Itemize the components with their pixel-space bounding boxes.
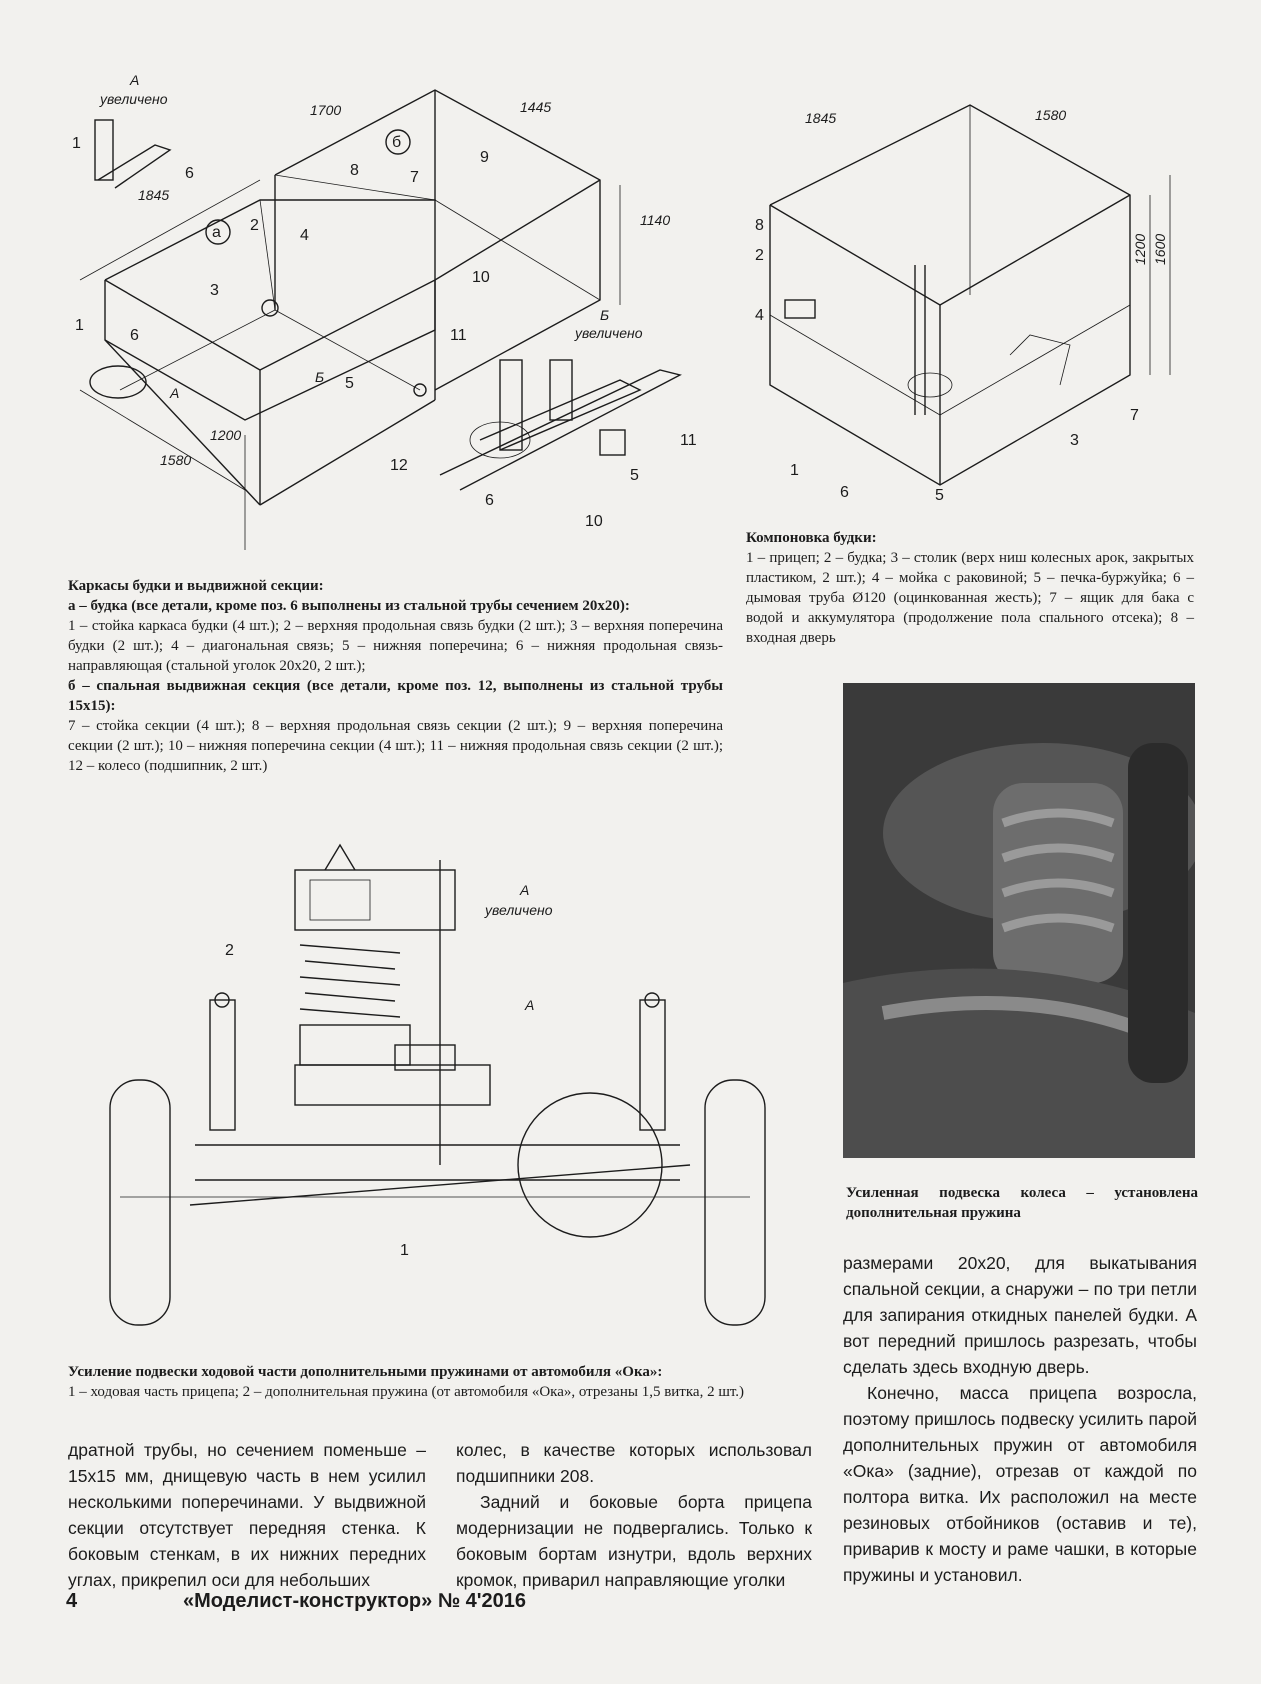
position-label: 1	[75, 317, 84, 334]
detail-a-marker: А	[525, 997, 535, 1013]
dim-label: 1580	[1035, 107, 1067, 123]
position-label: 10	[585, 513, 603, 530]
inset-a-enlarged: увеличено	[100, 91, 168, 107]
position-label: 12	[390, 457, 408, 474]
caption-suspension	[68, 1362, 820, 1402]
position-label: 5	[630, 467, 639, 484]
paragraph: колес, в качестве которых использовал подшипники 208.	[456, 1440, 812, 1486]
position-label: 1	[400, 1242, 409, 1259]
paragraph: размерами 20х20, для выкатывания спальной секции, а снаружи – по три петли для запирания откидных панелей будки. А вот передний пришлось разрезать, чтобы сделать здесь входную дверь.	[843, 1253, 1197, 1377]
suspension-photo	[843, 683, 1195, 1158]
position-label: 7	[410, 169, 419, 186]
position-label: 6	[840, 484, 849, 501]
subfigure-a-label: а	[212, 224, 221, 241]
position-label: 5	[935, 487, 944, 504]
caption-text-a: 1 – стойка каркаса будки (4 шт.); 2 – верхняя продольная связь будки (2 шт.); 3 – верхняя поперечина будки (2 шт.); 4 – диагональная связь; 5 – нижняя поперечина; 6 – нижняя продольная связь-направляющая (стальной уголок 20х20, 2 шт.);	[68, 618, 723, 674]
position-label: 9	[480, 149, 489, 166]
position-label: 5	[345, 375, 354, 392]
dim-label: 1445	[520, 99, 552, 115]
dim-label: 1845	[805, 110, 837, 126]
position-label: 2	[225, 942, 234, 959]
subfigure-b-label: б	[392, 134, 402, 151]
position-label: 3	[1070, 432, 1079, 449]
caption-title: Усиление подвески ходовой части дополнительными пружинами от автомобиля «Ока»:	[68, 1364, 663, 1380]
caption-text: 1 – ходовая часть прицепа; 2 – дополнительная пружина (от автомобиля «Ока», отрезаны 1,5 витка, 2 шт.)	[68, 1384, 745, 1400]
position-label: 4	[755, 307, 764, 324]
inset-b-marker: Б	[315, 369, 325, 385]
caption-title: Усиленная подвеска колеса – установлена дополнительная пружина	[846, 1185, 1198, 1221]
magazine-title: «Моделист-конструктор» № 4'2016	[183, 1590, 527, 1612]
caption-cabin-layout	[746, 528, 1194, 648]
position-label: 7	[1130, 407, 1139, 424]
position-label: 11	[680, 432, 697, 449]
dim-label: 1200	[1132, 233, 1148, 265]
caption-frames	[68, 576, 723, 776]
cabin-layout-drawing	[740, 85, 1200, 505]
dim-label: 1140	[640, 212, 671, 228]
position-label: 8	[350, 162, 359, 179]
position-label: 6	[185, 165, 194, 182]
position-label: 6	[485, 492, 494, 509]
position-label: 6	[130, 327, 139, 344]
position-label: 1	[790, 462, 799, 479]
position-label: 2	[755, 247, 764, 264]
position-label: 8	[755, 217, 764, 234]
inset-a-label: А	[130, 72, 140, 88]
detail-a-label: А	[520, 882, 530, 898]
caption-subtitle-a: а – будка (все детали, кроме поз. 6 выполнены из стальной трубы сечением 20х20):	[68, 598, 630, 614]
body-column-left	[68, 1437, 426, 1593]
caption-title: Каркасы будки и выдвижной секции:	[68, 578, 324, 594]
dim-label: 1600	[1152, 233, 1168, 265]
page-number: 4	[66, 1590, 78, 1612]
position-label: 3	[210, 282, 219, 299]
suspension-drawing	[100, 835, 820, 1335]
detail-a-enlarged: увеличено	[485, 902, 553, 918]
caption-text: 1 – прицеп; 2 – будка; 3 – столик (верх ниш колесных арок, закрытых пластиком, 2 шт.); 4 – мойка с раковиной; 5 – печка-буржуйка; 6 – дымовая труба Ø120 (оцинкованная жесть); 7 – ящик для бака с водой и аккумулятора (продолжение пола спального отсека); 8 – входная дверь	[746, 550, 1194, 646]
body-column-middle	[456, 1437, 812, 1593]
dim-label: 1200	[210, 427, 242, 443]
inset-b-label: Б	[600, 307, 610, 323]
position-label: 4	[300, 227, 309, 244]
dim-label: 1845	[138, 187, 170, 203]
frame-drawing	[60, 70, 740, 560]
caption-photo	[846, 1183, 1198, 1223]
paragraph: Конечно, масса прицепа возросла, поэтому пришлось подвеску усилить парой дополнительных пружин от автомобиля «Ока» (задние), отрезав от каждой по полтора витка. Их расположил на месте резиновых отбойников (оставив и те), приварив к мосту и раме чашки, в которые пружины и установил.	[843, 1383, 1197, 1585]
dim-label: 1580	[160, 452, 192, 468]
caption-subtitle-b: б – спальная выдвижная секция (все детали, кроме поз. 12, выполнены из стальной трубы 15х15):	[68, 678, 723, 714]
body-column-right	[843, 1250, 1197, 1588]
dim-label: 1700	[310, 102, 342, 118]
position-label: 10	[472, 269, 490, 286]
position-label: 1	[72, 135, 81, 152]
inset-b-enlarged: увеличено	[575, 325, 643, 341]
caption-title: Компоновка будки:	[746, 530, 877, 546]
paragraph: Задний и боковые борта прицепа модернизации не подвергались. Только к боковым бортам изнутри, вдоль верхних кромок, приварил направляющие уголки	[456, 1492, 812, 1590]
position-label: 2	[250, 217, 259, 234]
caption-text-b: 7 – стойка секции (4 шт.); 8 – верхняя продольная связь секции (2 шт.); 9 – верхняя поперечина секции (2 шт.); 10 – нижняя поперечина секции (4 шт.); 11 – нижняя продольная связь секции (2 шт.); 12 – колесо (подшипник, 2 шт.)	[68, 718, 723, 774]
position-label: 11	[450, 327, 467, 344]
paragraph: дратной трубы, но сечением поменьше – 15х15 мм, днищевую часть в нем усилил несколькими поперечинами. У выдвижной секции отсутствует передняя стенка. К боковым стенкам, в их нижних передних углах, прикрепил оси для небольших	[68, 1440, 426, 1590]
inset-a-marker: А	[170, 385, 180, 401]
